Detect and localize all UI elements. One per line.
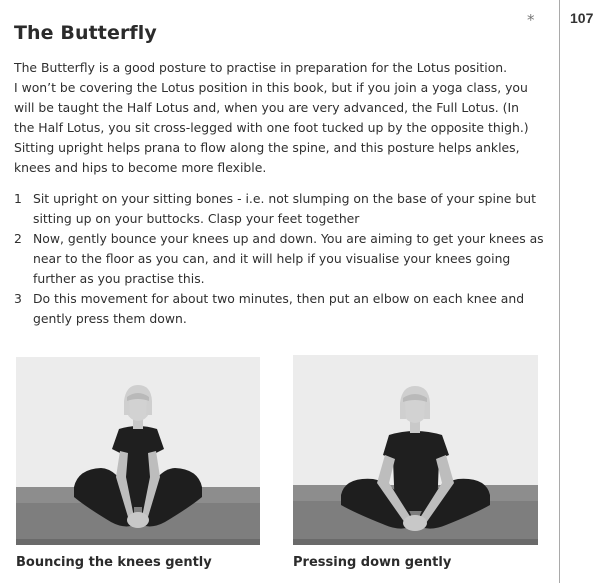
step-text [33, 229, 544, 289]
step-text [33, 289, 524, 329]
step-item [14, 229, 554, 289]
steps-list [14, 189, 554, 329]
yoga-pose-illustration [16, 357, 260, 545]
step-number: 2 [14, 231, 22, 246]
figure-caption: Bouncing the knees gently [16, 555, 212, 570]
step-number: 3 [14, 291, 22, 306]
intro-line: Sitting upright helps prana to flow along the spine, and this posture helps ankles, [14, 140, 520, 155]
intro-line: I won’t be covering the Lotus position in this book, but if you join a yoga class, you [14, 80, 528, 95]
intro-line: The Butterfly is a good posture to practise in preparation for the Lotus position. [14, 60, 508, 75]
step-item [14, 189, 554, 229]
step-line: near to the floor as you can, and it will help if you visualise your knees going [33, 251, 511, 266]
intro-line: knees and hips to become more flexible. [14, 160, 267, 175]
page-number: 107 [570, 10, 594, 26]
step-line: Do this movement for about two minutes, then put an elbow on each knee and [33, 291, 525, 306]
step-text [33, 189, 536, 229]
step-line: sitting up on your buttocks. Clasp your feet together [33, 211, 360, 226]
step-item [14, 289, 554, 329]
photo-pressing-down [293, 355, 538, 545]
step-line: gently press them down. [33, 311, 187, 326]
step-line: Sit upright on your sitting bones - i.e. not slumping on the base of your spine but [33, 191, 536, 206]
margin-rule [559, 0, 560, 583]
step-line: Now, gently bounce your knees up and down. You are aiming to get your knees as [33, 231, 544, 246]
step-line: further as you practise this. [33, 271, 205, 286]
yoga-pose-illustration [293, 355, 538, 545]
page-title: The Butterfly [14, 21, 157, 44]
intro-line: will be taught the Half Lotus and, when you are very advanced, the Full Lotus. (In [14, 100, 520, 115]
intro-paragraph [14, 58, 554, 178]
step-number: 1 [14, 191, 22, 206]
intro-line: the Half Lotus, you sit cross-legged with one foot tucked up by the opposite thigh.) [14, 120, 529, 135]
photo-bouncing-knees [16, 357, 260, 545]
figure-caption: Pressing down gently [293, 555, 452, 570]
section-marker: * [527, 11, 535, 29]
